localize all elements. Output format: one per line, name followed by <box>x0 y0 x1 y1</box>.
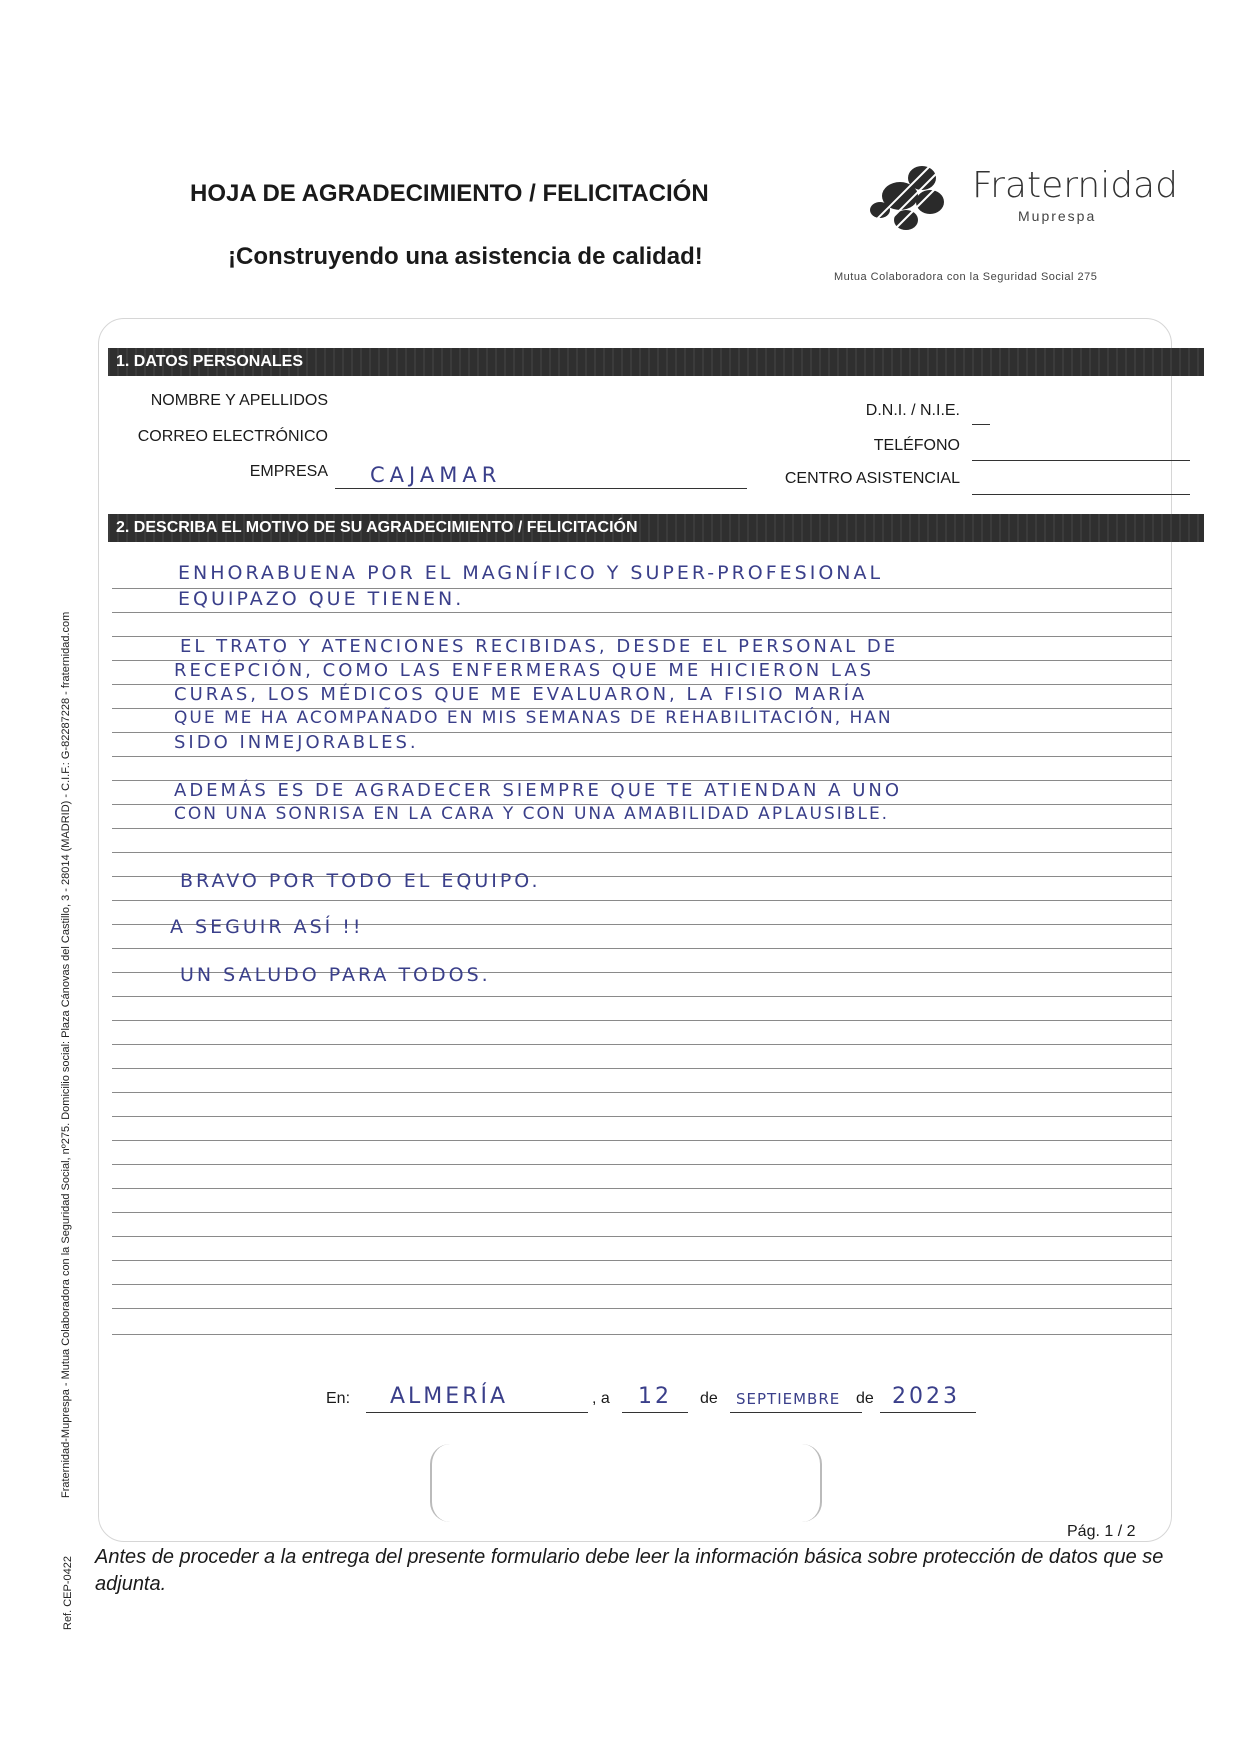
place-value: ALMERÍA <box>390 1384 509 1409</box>
message-line: ENHORABUENA POR EL MAGNÍFICO Y SUPER-PROFESIONAL <box>178 562 884 584</box>
section-personal-data-header <box>108 348 1204 376</box>
label-center: CENTRO ASISTENCIAL <box>784 470 960 487</box>
month-field-line[interactable] <box>730 1412 862 1413</box>
form-subtitle: ¡Construyendo una asistencia de calidad! <box>228 243 703 270</box>
center-field-line[interactable] <box>972 494 1190 495</box>
label-email: CORREO ELECTRÓNICO <box>137 428 328 445</box>
logo-name: Fraternidad <box>972 165 1178 206</box>
form-title: HOJA DE AGRADECIMIENTO / FELICITACIÓN <box>190 180 709 207</box>
label-phone: TELÉFONO <box>873 437 960 454</box>
message-line: ADEMÁS ES DE AGRADECER SIEMPRE QUE TE ATIENDAN A UNO <box>174 780 903 801</box>
day-value: 12 <box>638 1384 672 1409</box>
logo-tagline: Mutua Colaboradora con la Seguridad Social 275 <box>834 271 1098 283</box>
label-name: NOMBRE Y APELLIDOS <box>150 392 328 409</box>
page-number: Pág. 1 / 2 <box>1067 1523 1136 1540</box>
section-reason-header <box>108 514 1204 542</box>
day-field-line[interactable] <box>622 1412 688 1413</box>
signature-box[interactable] <box>430 1444 822 1522</box>
message-line: SIDO INMEJORABLES. <box>174 732 419 753</box>
message-line: QUE ME HA ACOMPAÑADO EN MIS SEMANAS DE REHABILITACIÓN, HAN <box>174 708 893 728</box>
message-line: EQUIPAZO QUE TIENEN. <box>178 588 465 610</box>
message-line: BRAVO POR TODO EL EQUIPO. <box>180 870 541 892</box>
message-line: A SEGUIR ASÍ !! <box>170 916 364 938</box>
year-field-line[interactable] <box>880 1412 976 1413</box>
phone-field-line[interactable] <box>972 460 1190 461</box>
data-protection-note: Antes de proceder a la entrega del presente formulario debe leer la información básica sobre protección de datos que se adjunta. <box>95 1546 1164 1595</box>
section-title: 1. DATOS PERSONALES <box>116 353 303 370</box>
label-de: de <box>700 1390 718 1407</box>
label-a: , a <box>592 1390 610 1407</box>
message-line: CON UNA SONRISA EN LA CARA Y CON UNA AMABILIDAD APLAUSIBLE. <box>174 804 890 824</box>
fraternidad-logo-icon <box>866 160 956 236</box>
message-line: CURAS, LOS MÉDICOS QUE ME EVALUARON, LA FISIO MARÍA <box>174 684 868 705</box>
reference-code: Ref. CEP-0422 <box>62 1556 74 1630</box>
dni-field-line[interactable] <box>972 424 990 425</box>
company-field-line[interactable] <box>335 488 747 489</box>
message-line: RECEPCIÓN, COMO LAS ENFERMERAS QUE ME HICIERON LAS <box>174 660 875 681</box>
label-dni: D.N.I. / N.I.E. <box>865 402 960 419</box>
company-value: CAJAMAR <box>370 463 502 487</box>
legal-side-text: Fraternidad-Muprespa - Mutua Colaboradora con la Seguridad Social, nº275. Domicilio social: Plaza Cánovas del Castillo, 3 - 28014 (MADRID) - C.I.F.: G-82287228 - fraternidad.com <box>60 611 72 1498</box>
label-company: EMPRESA <box>249 463 328 480</box>
label-de: de <box>856 1390 874 1407</box>
year-value: 2023 <box>892 1384 960 1409</box>
logo-subname: Muprespa <box>1018 208 1097 224</box>
section-title: 2. DESCRIBA EL MOTIVO DE SU AGRADECIMIENTO / FELICITACIÓN <box>116 519 638 536</box>
month-value: SEPTIEMBRE <box>736 1390 841 1408</box>
message-line: UN SALUDO PARA TODOS. <box>180 964 491 986</box>
label-en: En: <box>326 1390 351 1407</box>
place-field-line[interactable] <box>366 1412 588 1413</box>
message-line: EL TRATO Y ATENCIONES RECIBIDAS, DESDE EL PERSONAL DE <box>180 636 899 657</box>
